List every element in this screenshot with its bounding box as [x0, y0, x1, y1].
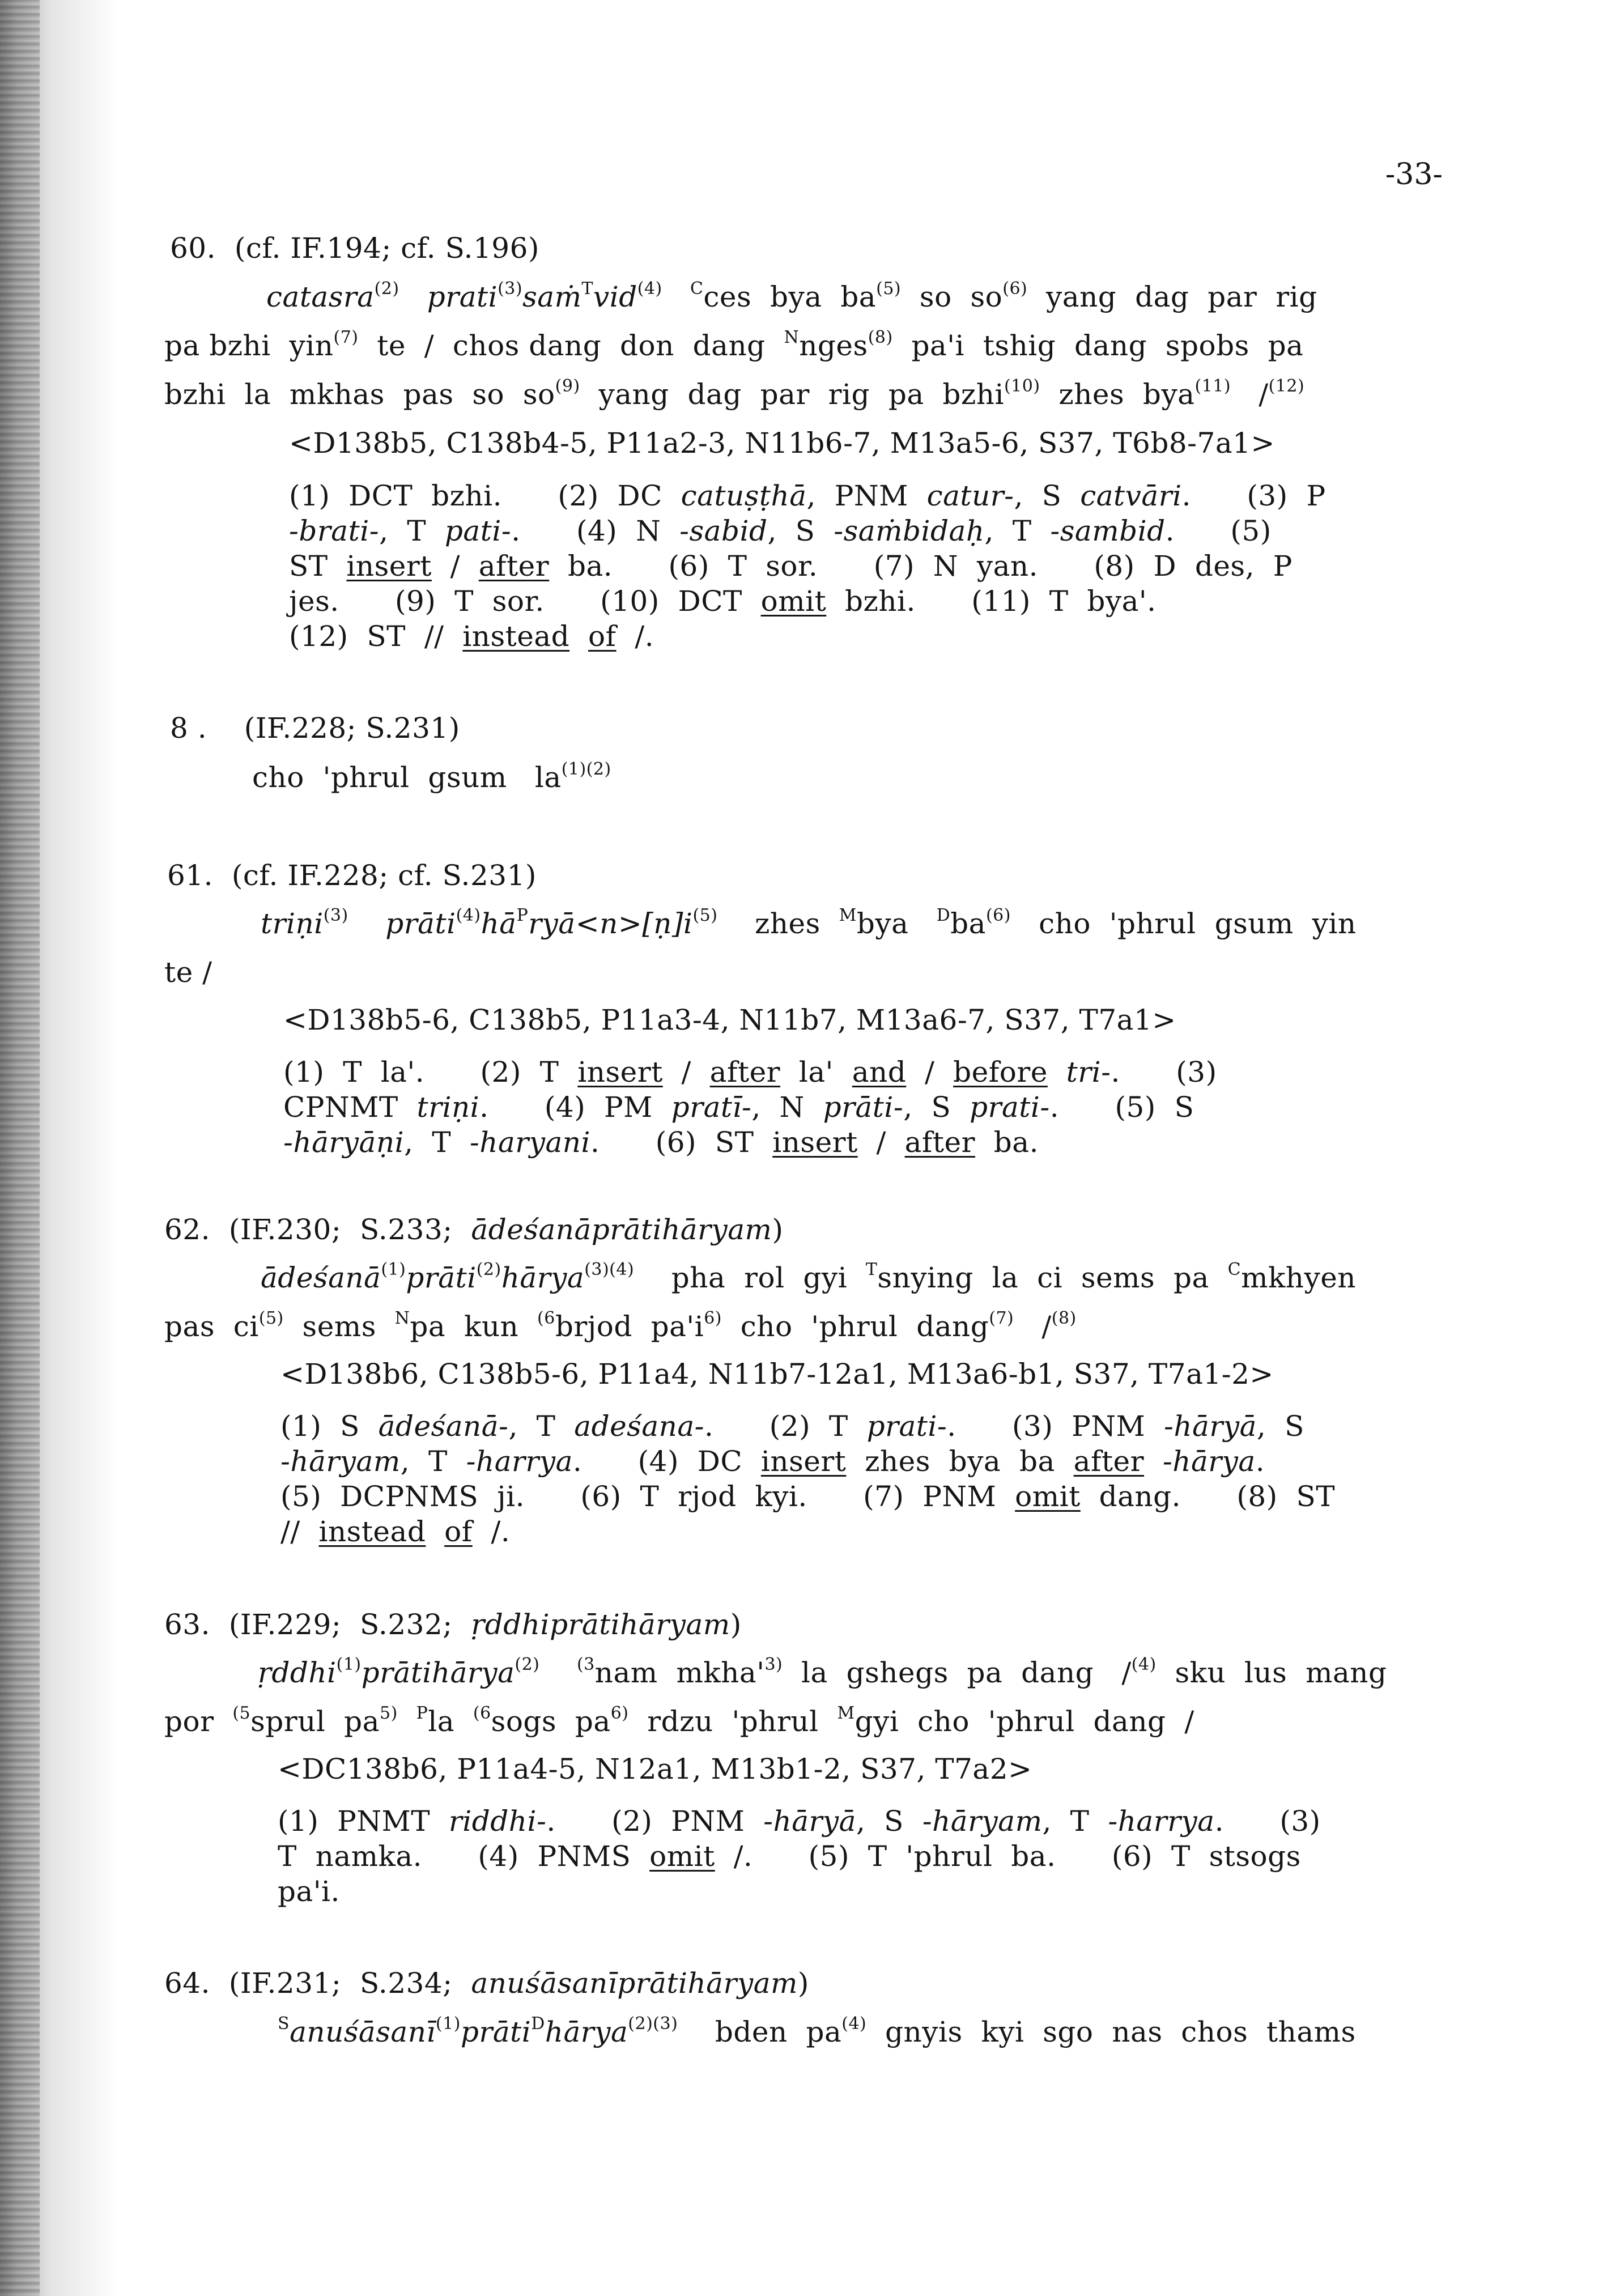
entry-header — [167, 858, 537, 892]
entry-ref: (IF.230; S.233; ādeśanāprātihāryam) — [228, 1213, 784, 1246]
note-line: // instead of /. — [280, 1515, 511, 1548]
entry-ref: (IF.229; S.232; ṛddhiprātihāryam) — [228, 1608, 742, 1641]
entry-text-line: catasra$^{(2)}$ prati$^{(3)}$saṁ$^T$vid$^{(4)}$ $^C$ces bya $ba^{(5)}$ so $so^{(6)}$ yang dag par rig — [266, 279, 1317, 313]
entry-number: 8 . — [170, 712, 207, 745]
entry-number: 61. — [167, 859, 214, 892]
scan-binding-edge — [0, 0, 40, 2296]
entry-header — [170, 711, 460, 745]
entry-text-line: ādeśanā$^{(1)}$prāti$^{(2)}$hārya$^{(3)(4)}$ pha rol gyi $^T$snying la ci sems pa $^C$mkhyen — [261, 1260, 1357, 1294]
note-line: (12) ST // instead of /. — [289, 620, 654, 653]
entry-text-line: ṛddhi$^{(1)}$prātihārya$^{(2)}$ $^{(3}$nam $mkha'^{3)}$ la gshegs pa dang /$^{(4)}$ sku lus mang — [258, 1655, 1387, 1689]
entry-ref: (IF.231; S.234; anuśāsanīprātihāryam) — [228, 1967, 809, 2000]
note-line: ST insert / after ba. (6) T sor. (7) N yan. (8) D des, P — [289, 550, 1293, 582]
note-line: (1) PNMT riddhi-. (2) PNM -hāryā, S -hāryam, T -harrya. (3) — [278, 1805, 1321, 1838]
source-list: <D138b6, C138b5-6, P11a4, N11b7-12a1, M13a6-b1, S37, T7a1-2> — [280, 1358, 1274, 1391]
note-line: (1) T la'. (2) T insert / after la' and / before tri-. (3) — [283, 1056, 1217, 1089]
note-line: (5) DCPNMS ji. (6) T rjod kyi. (7) PNM omit dang. (8) ST — [280, 1480, 1336, 1513]
note-line: (1) DCT bzhi. (2) DC catuṣṭhā, PNM catur-, S catvāri. (3) P — [289, 479, 1326, 512]
entry-number: 63. — [164, 1608, 211, 1641]
source-list: <D138b5, C138b4-5, P11a2-3, N11b6-7, M13a5-6, S37, T6b8-7a1> — [289, 427, 1275, 460]
note-line: -brati-, T pati-. (4) N -sabid, S -saṁbidaḥ, T -sambid. (5) — [289, 515, 1272, 547]
entry-text-line: pa bzhi yin$^{(7)}$ te / chos dang don dang $^N$nges$^{(8)}$ pa'i tshig dang spobs pa — [164, 328, 1304, 362]
entry-ref: (cf. IF.228; cf. S.231) — [231, 859, 537, 892]
entry-header — [164, 1213, 783, 1247]
note-line: CPNMT triṇi. (4) PM pratī-, N prāti-, S prati-. (5) S — [283, 1091, 1194, 1124]
note-line: pa'i. — [278, 1875, 340, 1908]
entry-text-line: $^S$anuśāsanī$^{(1)}$prāti$^D$hārya$^{(2)(3)}$ bden $pa^{(4)}$ gnyis kyi sgo nas chos thams — [278, 2014, 1356, 2048]
source-list: <DC138b6, P11a4-5, N12a1, M13b1-2, S37, T7a2> — [278, 1753, 1032, 1785]
note-line: -hāryam, T -harrya. (4) DC insert zhes bya ba after -hārya. — [280, 1445, 1265, 1478]
note-line: (1) S ādeśanā-, T adeśana-. (2) T prati-. (3) PNM -hāryā, S — [280, 1410, 1304, 1443]
entry-header — [170, 231, 539, 265]
source-list: <D138b5-6, C138b5, P11a3-4, N11b7, M13a6-7, S37, T7a1> — [283, 1004, 1176, 1036]
entry-text-line: te / — [164, 956, 212, 989]
entry-text-line: bzhi la mkhas pas so $so^{(9)}$ yang dag par rig pa bzhi$^{(10)}$ zhes bya$^{(11)}$ /$^{(12)}$ — [164, 376, 1305, 411]
entry-number: 60. — [170, 232, 216, 265]
entry-header — [164, 1966, 809, 2000]
entry-number: 64. — [164, 1967, 211, 2000]
note-line: -hāryāṇi, T -haryani. (6) ST insert / after ba. — [283, 1126, 1039, 1159]
entry-header — [164, 1608, 742, 1642]
entry-text-line: pas $ci^{(5)}$ sems $^N$pa kun $^{(6}$brjod $pa'i^{6)}$ cho 'phrul dang$^{(7)}$ /$^{(8)}$ — [164, 1308, 1077, 1343]
entry-ref: (IF.228; S.231) — [244, 712, 460, 745]
page-number: -33- — [1385, 158, 1443, 192]
note-line: jes. (9) T sor. (10) DCT omit bzhi. (11) T bya'. — [289, 585, 1157, 618]
entry-text-line: triṇi$^{(3)}$ $prāti^{(4)}hā^Pryā<n>[ṇ]i^{(5)}$ zhes $^M$bya $^Dba^{(6)}$ cho 'phrul gsum yin — [261, 905, 1357, 940]
entry-text-line: cho 'phrul gsum $la^{(1)(2)}$ — [252, 759, 611, 794]
note-line: T namka. (4) PNMS omit /. (5) T 'phrul ba. (6) T stsogs — [278, 1840, 1301, 1873]
entry-number: 62. — [164, 1213, 211, 1246]
entry-text-line: por $^{(5}$sprul $pa^{5)}$ $^P$la $^{(6}$sogs $pa^{6)}$ rdzu 'phrul $^M$gyi cho 'phrul dang / — [164, 1703, 1194, 1738]
entry-ref: (cf. IF.194; cf. S.196) — [234, 232, 539, 265]
